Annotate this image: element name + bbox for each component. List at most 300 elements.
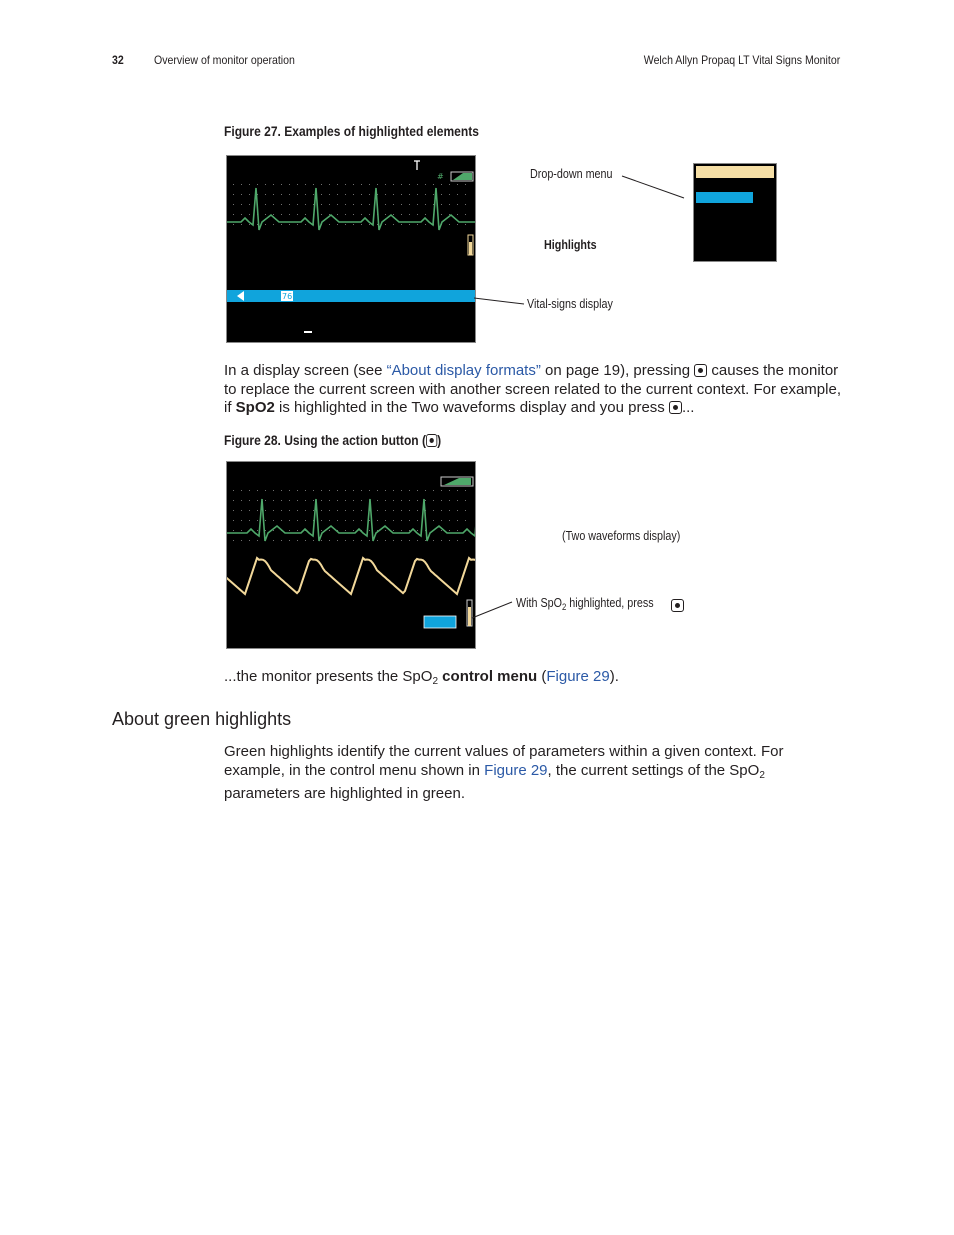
grid-dot (449, 204, 450, 205)
grid-dot (377, 520, 378, 521)
grid-dot (353, 194, 354, 195)
grid-dot (233, 224, 234, 225)
grid-dot (433, 194, 434, 195)
grid-dot (465, 500, 466, 501)
grid-dot (433, 510, 434, 511)
figure-29-link[interactable]: Figure 29 (484, 761, 548, 779)
callout-text-1: With SpO (516, 596, 563, 610)
grid-dot (377, 510, 378, 511)
grid-dot (273, 214, 274, 215)
grid-dot (321, 490, 322, 491)
grid-dot (361, 490, 362, 491)
section-heading: About green highlights (112, 709, 292, 729)
grid-dot (449, 184, 450, 185)
grid-dot (457, 530, 458, 531)
grid-dot (281, 204, 282, 205)
grid-dot (337, 510, 338, 511)
grid-dot (345, 204, 346, 205)
grid-dot (281, 500, 282, 501)
grid-dot (369, 490, 370, 491)
grid-dot (449, 540, 450, 541)
grid-dot (417, 540, 418, 541)
grid-dot (401, 540, 402, 541)
grid-dot (257, 500, 258, 501)
grid-dot (321, 214, 322, 215)
grid-dot (417, 490, 418, 491)
grid-dot (417, 510, 418, 511)
grid-dot (297, 224, 298, 225)
highlights-callout: Highlights (544, 238, 597, 252)
dropdown-menu-screen (693, 163, 777, 262)
grid-dot (353, 184, 354, 185)
grid-dot (337, 490, 338, 491)
grid-dot (425, 490, 426, 491)
grid-dot (273, 224, 274, 225)
grid-dot (249, 510, 250, 511)
grid-dot (353, 490, 354, 491)
grid-dot (329, 204, 330, 205)
grid-dot (401, 500, 402, 501)
para2-subscript: 2 (432, 676, 439, 687)
grid-dot (385, 540, 386, 541)
grid-dot (465, 214, 466, 215)
grid-dot (233, 184, 234, 185)
paragraph-green-highlights (224, 743, 824, 804)
grid-dot (449, 214, 450, 215)
grid-dot (241, 520, 242, 521)
document-title: Welch Allyn Propaq LT Vital Signs Monitor (643, 53, 840, 67)
grid-dot (385, 530, 386, 531)
grid-dot (305, 184, 306, 185)
antenna-icon (414, 161, 420, 170)
grid-dot (233, 540, 234, 541)
grid-dot (265, 520, 266, 521)
two-waveforms-callout: (Two waveforms display) (562, 529, 681, 543)
grid-dot (321, 510, 322, 511)
grid-dot (409, 520, 410, 521)
grid-dot (329, 214, 330, 215)
grid-dot (449, 520, 450, 521)
grid-dot (305, 204, 306, 205)
grid-dot (265, 530, 266, 531)
grid-dot (265, 204, 266, 205)
grid-dot (433, 500, 434, 501)
para1-text-5: ... (681, 399, 695, 416)
grid-dot (233, 214, 234, 215)
figure-28-caption-close: ) (437, 432, 442, 448)
figure-27-monitor-screen (226, 155, 476, 343)
grid-dot (265, 500, 266, 501)
grid-dot (297, 540, 298, 541)
grid-dot (417, 204, 418, 205)
grid-dot (249, 194, 250, 195)
grid-dot (345, 214, 346, 215)
grid-dot (297, 184, 298, 185)
para3-text-2: , the current settings of the SpO (547, 761, 760, 779)
grid-dot (289, 520, 290, 521)
status-marker-icon: # (437, 172, 444, 181)
grid-dot (329, 510, 330, 511)
grid-dot (409, 204, 410, 205)
grid-dot (329, 520, 330, 521)
grid-dot (233, 500, 234, 501)
grid-dot (241, 194, 242, 195)
figure-28-monitor-screen (226, 461, 476, 649)
grid-dot (265, 194, 266, 195)
ecg-waveform (227, 499, 475, 541)
grid-dot (241, 184, 242, 185)
grid-dot (241, 500, 242, 501)
grid-dot (273, 510, 274, 511)
dropdown-menu-highlighted-item (696, 192, 753, 203)
grid-dot (441, 194, 442, 195)
grid-dot (441, 530, 442, 531)
grid-dot (337, 204, 338, 205)
grid-dot (273, 194, 274, 195)
grid-dot (233, 490, 234, 491)
grid-dot (329, 184, 330, 185)
grid-dot (257, 510, 258, 511)
grid-dot (361, 224, 362, 225)
grid-dot (281, 224, 282, 225)
ecg-waveform (227, 188, 475, 230)
grid-dot (305, 520, 306, 521)
para3-subscript: 2 (759, 769, 765, 781)
grid-dot (449, 530, 450, 531)
grid-dot (353, 540, 354, 541)
grid-dot (457, 540, 458, 541)
grid-dot (417, 184, 418, 185)
grid-dot (297, 204, 298, 205)
grid-dot (441, 500, 442, 501)
grid-dot (241, 490, 242, 491)
grid-dot (321, 184, 322, 185)
grid-dot (289, 194, 290, 195)
grid-dot (241, 540, 242, 541)
grid-dot (361, 194, 362, 195)
grid-dot (385, 500, 386, 501)
grid-dot (409, 214, 410, 215)
grid-dot (369, 194, 370, 195)
grid-dot (233, 530, 234, 531)
pleth-waveform (227, 558, 475, 594)
grid-dot (441, 214, 442, 215)
grid-dot (297, 500, 298, 501)
grid-dot (457, 214, 458, 215)
grid-dot (321, 204, 322, 205)
grid-dot (369, 224, 370, 225)
grid-dot (313, 510, 314, 511)
grid-dot (233, 520, 234, 521)
grid-dot (337, 520, 338, 521)
grid-dot (281, 520, 282, 521)
grid-dot (353, 500, 354, 501)
grid-dot (465, 224, 466, 225)
grid-dot (321, 530, 322, 531)
grid-dot (409, 490, 410, 491)
grid-dot (273, 540, 274, 541)
grid-dot (345, 540, 346, 541)
grid-dot (265, 490, 266, 491)
dropdown-menu-title-bar (696, 166, 774, 178)
grid-dot (417, 224, 418, 225)
grid-dot (265, 510, 266, 511)
grid-dot (345, 530, 346, 531)
grid-dot (433, 184, 434, 185)
grid-dot (353, 510, 354, 511)
grid-dot (393, 520, 394, 521)
grid-dot (385, 224, 386, 225)
grid-dot (409, 194, 410, 195)
grid-dot (425, 204, 426, 205)
grid-dot (289, 530, 290, 531)
grid-dot (233, 204, 234, 205)
grid-dot (297, 214, 298, 215)
paragraph-action-button (224, 362, 844, 418)
grid-dot (425, 540, 426, 541)
spo2-bold: SpO2 (235, 399, 275, 416)
para3-text-1: Green highlights identify the current values of parameters within a given context. For example, in the control menu shown in (224, 743, 784, 779)
grid-dot (353, 214, 354, 215)
grid-dot (401, 224, 402, 225)
grid-dot (401, 214, 402, 215)
vital-signs-callout: Vital-signs display (527, 297, 613, 311)
dropdown-menu-callout: Drop-down menu (530, 167, 613, 181)
grid-dot (393, 540, 394, 541)
grid-dot (457, 500, 458, 501)
figure-28-screen-graphics (227, 462, 475, 648)
grid-dot (281, 490, 282, 491)
grid-dot (337, 194, 338, 195)
grid-dot (289, 540, 290, 541)
grid-dot (273, 204, 274, 205)
grid-dot (297, 194, 298, 195)
grid-dot (417, 530, 418, 531)
grid-dot (457, 510, 458, 511)
grid-dot (345, 490, 346, 491)
grid-dot (281, 510, 282, 511)
grid-dot (385, 520, 386, 521)
grid-dot (441, 204, 442, 205)
grid-dot (465, 510, 466, 511)
grid-dot (313, 184, 314, 185)
grid-dot (393, 204, 394, 205)
grid-dot (337, 500, 338, 501)
grid-dot (289, 184, 290, 185)
grid-dot (249, 224, 250, 225)
grid-dot (297, 520, 298, 521)
grid-dot (281, 214, 282, 215)
grid-dot (305, 490, 306, 491)
grid-dot (265, 224, 266, 225)
grid-dot (281, 194, 282, 195)
grid-dot (377, 540, 378, 541)
grid-dot (449, 500, 450, 501)
figure-29-link[interactable]: Figure 29 (546, 668, 610, 685)
action-button-icon (669, 401, 682, 414)
screen-value: 76 (282, 292, 293, 301)
grid-dot (425, 194, 426, 195)
grid-dot (377, 500, 378, 501)
grid-dot (409, 540, 410, 541)
grid-dot (289, 224, 290, 225)
action-button-icon (426, 434, 437, 447)
grid-dot (353, 520, 354, 521)
grid-dot (273, 184, 274, 185)
grid-dot (425, 214, 426, 215)
grid-dot (449, 490, 450, 491)
grid-dot (449, 224, 450, 225)
grid-dot (369, 540, 370, 541)
grid-dot (329, 500, 330, 501)
grid-dot (329, 530, 330, 531)
grid-dot (345, 194, 346, 195)
grid-dot (393, 530, 394, 531)
grid-dot (361, 540, 362, 541)
grid-dot (465, 520, 466, 521)
grid-dot (329, 540, 330, 541)
grid-dot (409, 500, 410, 501)
grid-dot (273, 520, 274, 521)
grid-dot (289, 510, 290, 511)
grid-dot (433, 540, 434, 541)
grid-dot (249, 490, 250, 491)
grid-dot (329, 194, 330, 195)
grid-dot (281, 184, 282, 185)
grid-dot (361, 500, 362, 501)
grid-dot (377, 490, 378, 491)
ecg-grid (233, 184, 466, 225)
grid-dot (385, 194, 386, 195)
grid-dot (361, 184, 362, 185)
para1-text-1: In a display screen (see (224, 362, 387, 379)
grid-dot (329, 490, 330, 491)
grid-dot (457, 224, 458, 225)
grid-dot (409, 184, 410, 185)
grid-dot (393, 500, 394, 501)
grid-dot (329, 224, 330, 225)
grid-dot (385, 490, 386, 491)
grid-dot (313, 540, 314, 541)
grid-dot (417, 520, 418, 521)
spo2-highlight-box (424, 616, 456, 628)
grid-dot (369, 520, 370, 521)
grid-dot (457, 184, 458, 185)
grid-dot (337, 214, 338, 215)
grid-dot (345, 224, 346, 225)
grid-dot (353, 224, 354, 225)
grid-dot (241, 510, 242, 511)
grid-dot (393, 194, 394, 195)
grid-dot (241, 204, 242, 205)
para1-text-2: on page 19), pressing (540, 362, 695, 379)
grid-dot (281, 540, 282, 541)
grid-dot (241, 214, 242, 215)
grid-dot (249, 214, 250, 215)
grid-dot (385, 204, 386, 205)
grid-dot (401, 520, 402, 521)
grid-dot (257, 540, 258, 541)
grid-dot (305, 224, 306, 225)
section-title: Overview of monitor operation (154, 53, 295, 67)
grid-dot (233, 510, 234, 511)
grid-dot (409, 224, 410, 225)
grid-dot (441, 520, 442, 521)
grid-dot (273, 490, 274, 491)
grid-dot (385, 510, 386, 511)
para3-text-3: parameters are highlighted in green. (224, 785, 465, 802)
para2-text-3: ). (609, 668, 619, 685)
grid-dot (425, 224, 426, 225)
grid-dot (441, 184, 442, 185)
grid-dot (369, 184, 370, 185)
grid-dot (273, 530, 274, 531)
grid-dot (401, 204, 402, 205)
grid-dot (417, 214, 418, 215)
grid-dot (305, 500, 306, 501)
grid-dot (297, 530, 298, 531)
grid-dot (265, 214, 266, 215)
grid-dot (337, 184, 338, 185)
grid-dot (457, 194, 458, 195)
grid-dot (465, 204, 466, 205)
grid-dot (249, 204, 250, 205)
grid-dot (433, 490, 434, 491)
page-number: 32 (112, 53, 124, 67)
grid-dot (321, 500, 322, 501)
grid-dot (249, 184, 250, 185)
grid-dot (433, 520, 434, 521)
grid-dot (241, 224, 242, 225)
grid-dot (449, 194, 450, 195)
grid-dot (313, 490, 314, 491)
grid-dot (393, 184, 394, 185)
grid-dot (233, 194, 234, 195)
grid-dot (305, 540, 306, 541)
action-button-icon (694, 364, 707, 377)
grid-dot (345, 510, 346, 511)
about-display-formats-link[interactable]: “About display formats” (386, 362, 541, 379)
grid-dot (401, 490, 402, 491)
callout-text-2: highlighted, press (566, 596, 654, 610)
grid-dot (385, 184, 386, 185)
grid-dot (441, 490, 442, 491)
grid-dot (457, 520, 458, 521)
grid-dot (465, 540, 466, 541)
vital-signs-highlight-bar (227, 290, 475, 302)
grid-dot (273, 500, 274, 501)
grid-dot (289, 214, 290, 215)
paragraph-control-menu (224, 668, 619, 692)
grid-dot (289, 490, 290, 491)
grid-dot (297, 490, 298, 491)
grid-dot (321, 194, 322, 195)
grid-dot (257, 520, 258, 521)
figure-27-caption: Figure 27. Examples of highlighted elements (224, 123, 479, 139)
grid-dot (393, 214, 394, 215)
grid-dot (425, 184, 426, 185)
grid-dot (305, 510, 306, 511)
grid-dot (305, 214, 306, 215)
grid-dot (313, 500, 314, 501)
para2-text-2: ( (537, 668, 547, 685)
grid-dot (417, 500, 418, 501)
grid-dot (369, 530, 370, 531)
grid-dot (337, 540, 338, 541)
grid-dot (289, 500, 290, 501)
grid-dot (393, 490, 394, 491)
grid-dot (385, 214, 386, 215)
